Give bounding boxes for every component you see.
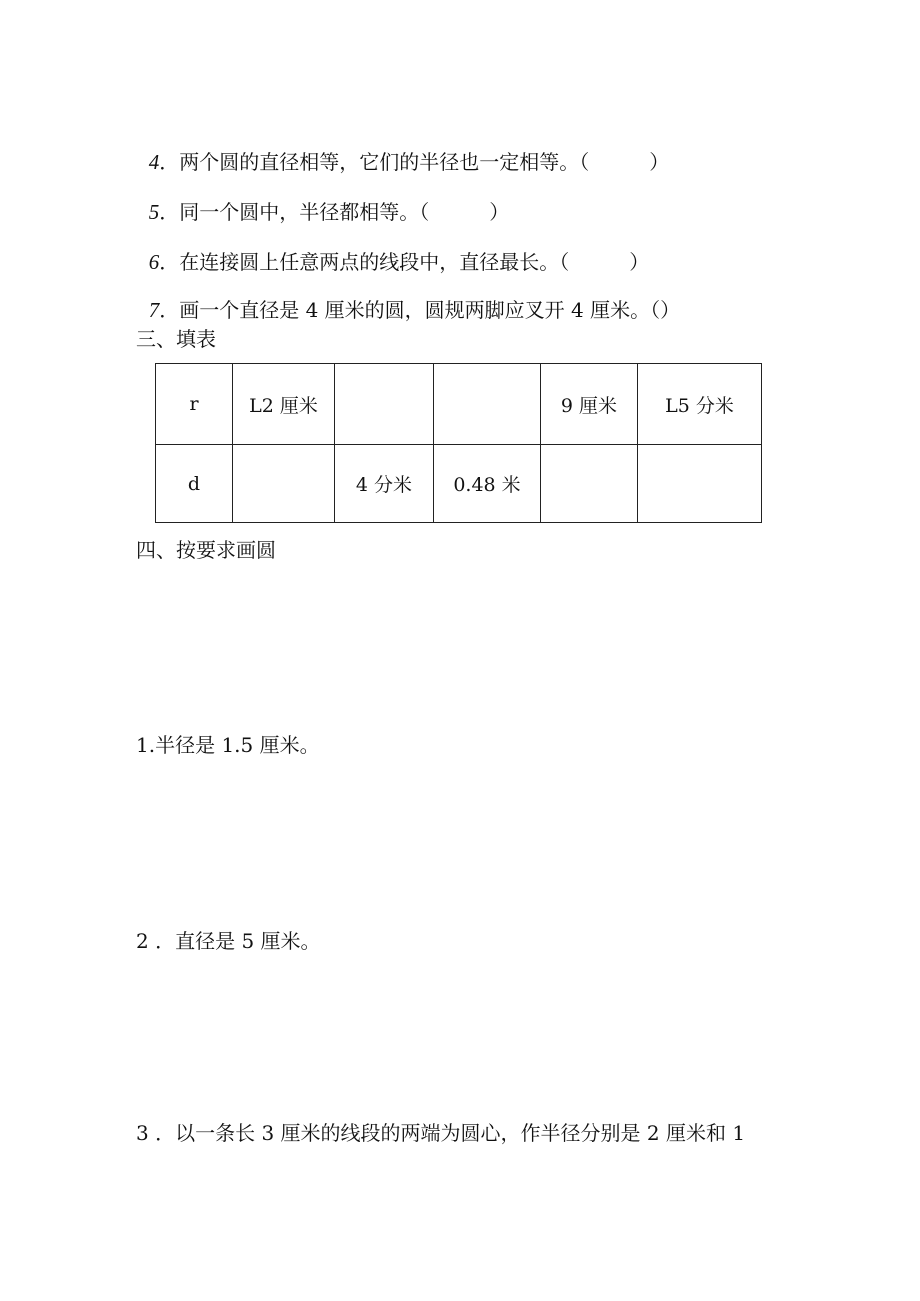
question-7 bbox=[136, 274, 680, 322]
question-text: ．两个圆的直径相等，它们的半径也一定相等。（ ） bbox=[159, 150, 670, 174]
fill-table bbox=[155, 363, 762, 523]
table-cell: 0.48 米 bbox=[434, 445, 541, 523]
question-text: ．同一个圆中，半径都相等。（ ） bbox=[159, 200, 510, 224]
table-cell[interactable] bbox=[335, 364, 434, 445]
table-row bbox=[156, 364, 762, 445]
draw-item-3: 3 ．以一条长 3 厘米的线段的两端为圆心，作半径分别是 2 厘米和 1 bbox=[136, 1121, 746, 1145]
table-cell: 9 厘米 bbox=[541, 364, 638, 445]
question-6 bbox=[136, 226, 649, 274]
table-cell: d bbox=[156, 445, 233, 523]
question-number: 5 bbox=[148, 200, 160, 224]
draw-item-1: 1.半径是 1.5 厘米。 bbox=[136, 733, 320, 757]
question-number: 4 bbox=[148, 150, 160, 174]
question-5 bbox=[136, 176, 509, 224]
table-cell[interactable] bbox=[638, 445, 762, 523]
question-text: ．在连接圆上任意两点的线段中，直径最长。（ ） bbox=[159, 250, 650, 274]
question-text: ．画一个直径是 4 厘米的圆，圆规两脚应叉开 4 厘米。（） bbox=[159, 298, 681, 322]
question-number: 7 bbox=[148, 298, 160, 322]
draw-item-2: 2 ．直径是 5 厘米。 bbox=[136, 929, 321, 953]
table-cell[interactable] bbox=[541, 445, 638, 523]
table-cell: r bbox=[156, 364, 233, 445]
table-cell: 4 分米 bbox=[335, 445, 434, 523]
question-number: 6 bbox=[148, 250, 160, 274]
section-4-title: 四、按要求画圆 bbox=[136, 538, 276, 562]
table-cell: L2 厘米 bbox=[233, 364, 335, 445]
table-row bbox=[156, 445, 762, 523]
table-cell: L5 分米 bbox=[638, 364, 762, 445]
section-3-title: 三、填表 bbox=[136, 327, 216, 351]
table-cell[interactable] bbox=[434, 364, 541, 445]
table-cell[interactable] bbox=[233, 445, 335, 523]
question-4 bbox=[136, 126, 669, 174]
